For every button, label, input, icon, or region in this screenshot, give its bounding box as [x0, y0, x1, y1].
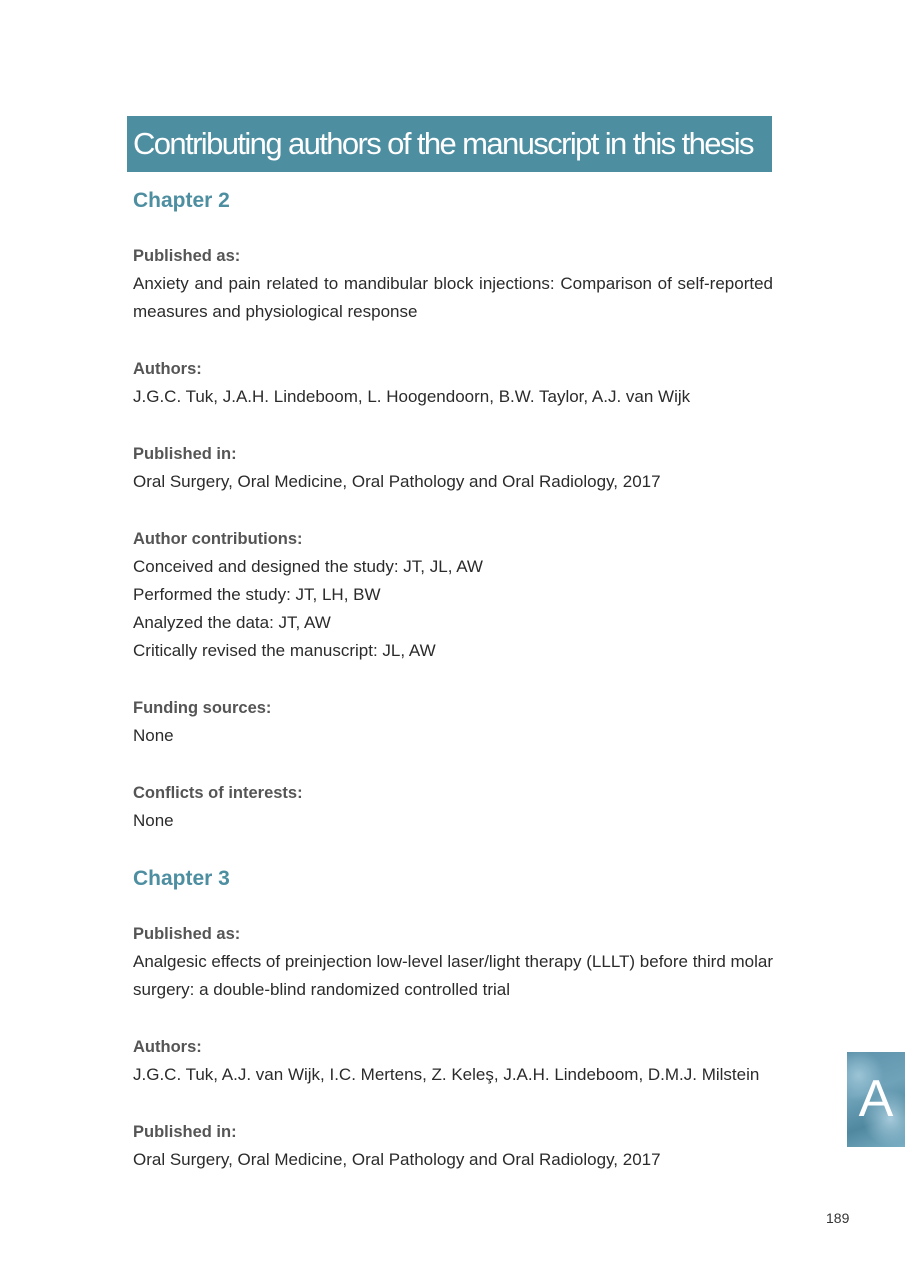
chapter-2	[133, 186, 773, 835]
published-in-section	[133, 440, 773, 496]
published-in-text: Oral Surgery, Oral Medicine, Oral Pathology and Oral Radiology, 2017	[133, 472, 661, 491]
authors-text: J.G.C. Tuk, J.A.H. Lindeboom, L. Hoogendoorn, B.W. Taylor, A.J. van Wijk	[133, 387, 691, 406]
published-as-section	[133, 920, 773, 1004]
chapter-3	[133, 864, 773, 1174]
authors-text: J.G.C. Tuk, A.J. van Wijk, I.C. Mertens, Z. Keleş, J.A.H. Lindeboom, D.M.J. Milstein	[133, 1065, 760, 1084]
funding-label: Funding sources:	[133, 699, 272, 717]
contribution-item: Analyzed the data: JT, AW	[133, 613, 331, 632]
conflicts-text: None	[133, 811, 174, 830]
page-number: 189	[826, 1210, 850, 1226]
authors-section	[133, 1033, 773, 1089]
contribution-item: Critically revised the manuscript: JL, AW	[133, 641, 436, 660]
author-contributions-label: Author contributions:	[133, 530, 303, 548]
author-contributions-section	[133, 525, 773, 665]
funding-section	[133, 694, 773, 750]
published-as-section	[133, 242, 773, 326]
published-in-section	[133, 1118, 773, 1174]
published-in-text: Oral Surgery, Oral Medicine, Oral Pathology and Oral Radiology, 2017	[133, 1150, 661, 1169]
content	[133, 186, 773, 1203]
authors-label: Authors:	[133, 1038, 202, 1056]
appendix-tab: A	[847, 1052, 905, 1147]
chapter-title: Chapter 3	[133, 867, 230, 890]
published-as-text: Anxiety and pain related to mandibular block injections: Comparison of self-reported measures and physiological response	[133, 274, 773, 321]
published-as-text: Analgesic effects of preinjection low-level laser/light therapy (LLLT) before third molar surgery: a double-blind randomized controlled trial	[133, 952, 774, 999]
published-as-label: Published as:	[133, 925, 241, 943]
page-title-banner: Contributing authors of the manuscript in this thesis	[127, 116, 772, 172]
contribution-item: Conceived and designed the study: JT, JL, AW	[133, 557, 483, 576]
authors-label: Authors:	[133, 360, 202, 378]
published-in-label: Published in:	[133, 1123, 237, 1141]
funding-text: None	[133, 726, 174, 745]
authors-section	[133, 355, 773, 411]
published-in-label: Published in:	[133, 445, 237, 463]
conflicts-label: Conflicts of interests:	[133, 784, 303, 802]
chapter-title: Chapter 2	[133, 189, 230, 212]
contribution-item: Performed the study: JT, LH, BW	[133, 585, 381, 604]
conflicts-section	[133, 779, 773, 835]
published-as-label: Published as:	[133, 247, 241, 265]
